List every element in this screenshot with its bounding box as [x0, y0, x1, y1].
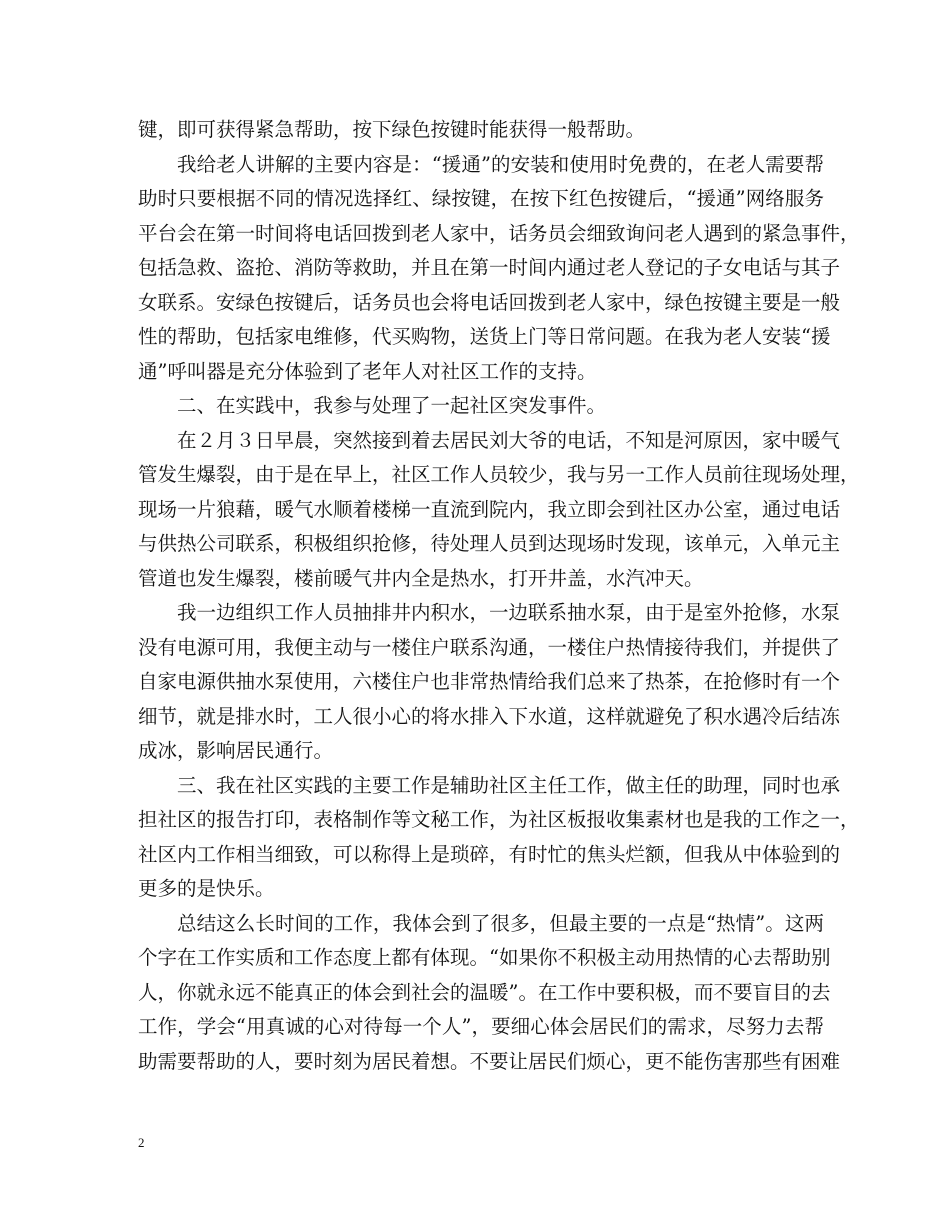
- text-line: 细节，就是排水时，工人很小心的将水排入下水道，这样就避免了积水遇冷后结冻: [138, 704, 841, 728]
- paragraph-2: [138, 148, 860, 390]
- text-line: 我一边组织工作人员抽排井内积水，一边联系抽水泵，由于是室外抢修，水泵: [177, 601, 841, 624]
- paragraph-6: [138, 769, 860, 907]
- text-line: 管道也发生爆裂，楼前暖气井内全是热水，打开井盖，水汽冲天。: [138, 566, 704, 590]
- text-line: 成冰，影响居民通行。: [138, 739, 334, 762]
- text-line: 性的帮助，包括家电维修，代买购物，送货上门等日常问题。在我为老人安装“援: [138, 325, 831, 348]
- text-line: 键，即可获得紧急帮助，按下绿色按键时能获得一般帮助。: [138, 118, 646, 141]
- text-line: 工作，学会“用真诚的心对待每一个人”，要细心体会居民们的需求，尽努力去帮: [138, 1015, 824, 1038]
- text-line: 担社区的报告打印，表格制作等文秘工作，为社区板报收集素材也是我的工作之一，: [138, 808, 860, 831]
- text-line: 二、在实践中，我参与处理了一起社区突发事件。: [177, 394, 607, 417]
- text-line: 没有电源可用，我便主动与一楼住户联系沟通，一楼住户热情接待我们，并提供了: [138, 635, 841, 659]
- paragraph-3: [138, 389, 824, 424]
- document-body: [138, 113, 860, 1079]
- text-line: 助时只要根据不同的情况选择红、绿按键，在按下红色按键后，“援通”网络服务: [138, 187, 824, 210]
- paragraph-1: [138, 113, 824, 148]
- text-line: 在２月３日早晨，突然接到着去居民刘大爷的电话，不知是河原因，家中暖气: [177, 428, 841, 452]
- paragraph-5: [138, 596, 841, 769]
- text-line: 自家电源供抽水泵使用，六楼住户也非常热情给我们总来了热茶，在抢修时有一个: [138, 670, 841, 693]
- text-line: 个字在工作实质和工作态度上都有体现。“如果你不积极主动用热情的心去帮助别: [138, 946, 831, 969]
- text-line: 与供热公司联系，积极组织抢修，待处理人员到达现场时发现，该单元，入单元主: [138, 532, 841, 555]
- text-line: 现场一片狼藉，暖气水顺着楼梯一直流到院内，我立即会到社区办公室，通过电话: [138, 497, 841, 521]
- page-number: 2: [138, 1135, 145, 1150]
- text-line: 助需要帮助的人，要时刻为居民着想。不要让居民们烦心，更不能伤害那些有困难: [138, 1049, 841, 1073]
- text-line: 女联系。安绿色按键后，话务员也会将电话回拨到老人家中，绿色按键主要是一般: [138, 290, 841, 314]
- text-line: 总结这么长时间的工作，我体会到了很多，但最主要的一点是“热情”。这两: [177, 911, 824, 935]
- text-line: 社区内工作相当细致，可以称得上是琐碎，有时忙的焦头烂额，但我从中体验到的: [138, 842, 841, 866]
- text-line: 我给老人讲解的主要内容是：“援通”的安装和使用时免费的，在老人需要帮: [177, 152, 824, 176]
- text-line: 通”呼叫器是充分体验到了老年人对社区工作的支持。: [138, 359, 597, 383]
- text-line: 人，你就永远不能真正的体会到社会的温暖”。在工作中要积极，而不要盲目的去: [138, 980, 831, 1004]
- text-line: 平台会在第一时间将电话回拨到老人家中，话务员会细致询问老人遇到的紧急事件，: [138, 221, 860, 245]
- text-line: 包括急救、盗抢、消防等救助，并且在第一时间内通过老人登记的子女电话与其子: [138, 256, 841, 279]
- text-line: 三、我在社区实践的主要工作是辅助社区主任工作，做主任的助理，同时也承: [177, 773, 841, 797]
- paragraph-7: [138, 907, 841, 1080]
- text-line: 管发生爆裂，由于是在早上，社区工作人员较少，我与另一工作人员前往现场处理，: [138, 463, 860, 486]
- paragraph-4: [138, 424, 860, 597]
- text-line: 更多的是快乐。: [138, 877, 275, 900]
